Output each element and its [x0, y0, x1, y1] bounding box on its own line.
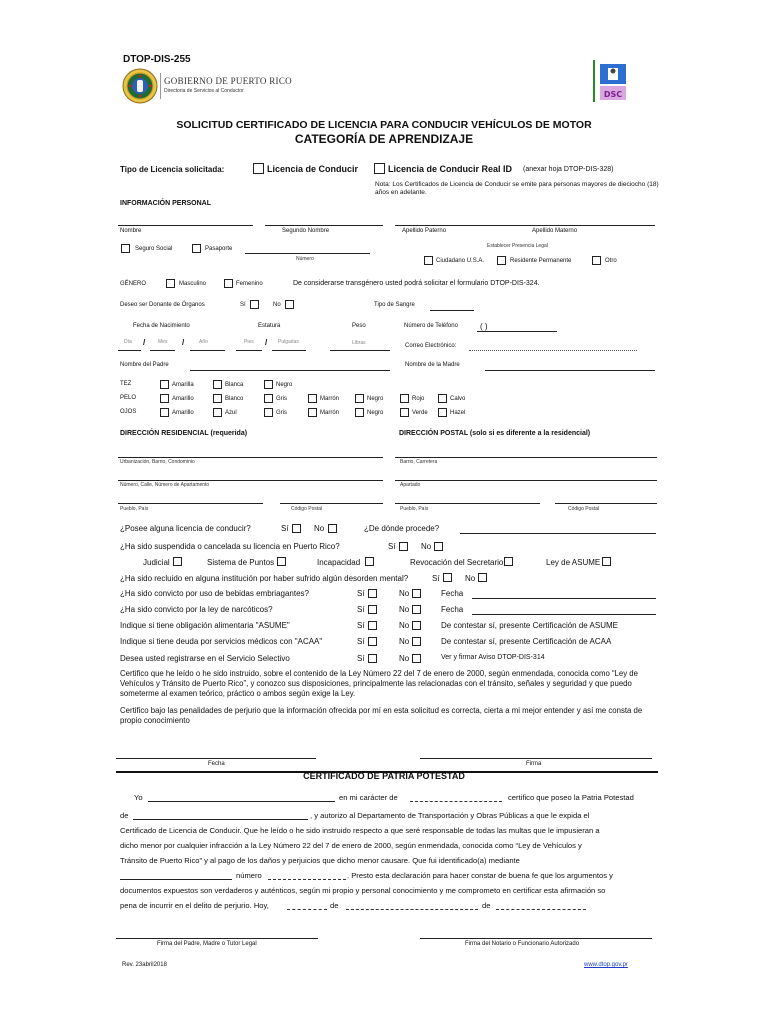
femenino-label: Femenino [236, 281, 263, 287]
q-bebidas-si-label: Sí [357, 589, 365, 598]
res-numero-line[interactable] [118, 480, 383, 481]
ojos-gris-checkbox[interactable] [264, 408, 273, 417]
q-recluido-no-checkbox[interactable] [478, 573, 487, 582]
ojos-negro-checkbox[interactable] [355, 408, 364, 417]
pelo-blanco-checkbox[interactable] [213, 394, 222, 403]
res-urbanizacion-label: Urbanización, Barrio, Condominio [120, 459, 195, 465]
ojos-verde-checkbox[interactable] [400, 408, 409, 417]
libras-hint: Libras [352, 340, 366, 346]
q-narcoticos-fecha-label: Fecha [441, 605, 464, 614]
patria-yo-line[interactable] [148, 801, 335, 802]
q-licencia-si-checkbox[interactable] [292, 524, 301, 533]
donante-si-checkbox[interactable] [250, 300, 259, 309]
post-pueblo-label: Pueblo, País [400, 506, 429, 512]
post-apartado-line[interactable] [395, 480, 657, 481]
res-codigo-label: Código Postal [291, 506, 323, 512]
ciudadano-label: Ciudadano U.S.A. [436, 258, 485, 264]
seguro-social-label: Seguro Social [135, 246, 173, 252]
patria-menor-line[interactable] [133, 819, 308, 820]
nombre-label: Nombre [120, 228, 142, 234]
donante-no-checkbox[interactable] [285, 300, 294, 309]
patria-line-6: . Presto esta declaración para hacer constar de buena fe que los argumentos y [347, 871, 613, 880]
genero-label: GÉNERO [120, 281, 147, 287]
patria-dia-line[interactable] [287, 909, 327, 910]
padre-line[interactable] [190, 370, 390, 371]
form-code: DTOP-DIS-255 [123, 54, 191, 65]
firma-padre-line[interactable] [116, 938, 318, 939]
madre-line[interactable] [485, 370, 655, 371]
patria-autorizo: , y autorizo al Departamento de Transportación y Obras Públicas a que le expida el [310, 811, 590, 820]
judicial-label: Judicial [143, 558, 170, 567]
pelo-rojo-label: Rojo [412, 396, 425, 402]
ojos-marron-label: Marrón [320, 410, 340, 416]
q-licencia-label: ¿Posee alguna licencia de conducir? [120, 524, 251, 533]
title-category: CATEGORÍA DE APRENDIZAJE [294, 132, 474, 146]
ciudadano-checkbox[interactable] [424, 256, 433, 265]
incapacidad-checkbox[interactable] [365, 557, 374, 566]
title-main: SOLICITUD CERTIFICADO DE LICENCIA PARA CONDUCIR VEHÍCULOS DE MOTOR [176, 119, 592, 131]
pasaporte-label: Pasaporte [205, 246, 233, 252]
pelo-amarillo-label: Amarillo [172, 396, 194, 402]
tipo-sangre-label: Tipo de Sangre [374, 302, 415, 308]
q-bebidas-fecha-label: Fecha [441, 589, 464, 598]
tez-amarilla-checkbox[interactable] [160, 380, 169, 389]
patria-certifico: certifico que poseo la Patria Potestad [508, 793, 634, 802]
q-asume-no-checkbox[interactable] [412, 621, 421, 630]
pulgadas-hint: Pulgadas [278, 339, 299, 345]
q-selectivo-no-label: No [399, 654, 410, 663]
estatura-label: Estatura [258, 323, 281, 329]
patria-anio-line[interactable] [496, 909, 586, 910]
incapacidad-label: Incapacidad [317, 558, 361, 567]
patria-de: de [120, 811, 129, 820]
firma-signature-label: Firma [526, 761, 542, 767]
anio-line[interactable] [190, 350, 225, 351]
puerto-rico-seal-icon [122, 68, 158, 104]
patria-line-5: Tránsito de Puerto Rico” y al pago de los daños y perjuicios que dicho menor causare. Que fui identificado(a) mediante [120, 856, 520, 865]
patria-caracter: en mi carácter de [339, 793, 398, 802]
correo-label: Correo Electrónico: [405, 343, 457, 349]
q-recluido-si-checkbox[interactable] [443, 573, 452, 582]
q-acaa-no-checkbox[interactable] [412, 637, 421, 646]
pelo-calvo-checkbox[interactable] [438, 394, 447, 403]
pelo-rojo-checkbox[interactable] [400, 394, 409, 403]
pelo-gris-checkbox[interactable] [264, 394, 273, 403]
q-selectivo-label: Desea usted registrarse en el Servicio Selectivo [120, 654, 290, 663]
q-acaa-note: De contestar sí, presente Certificación de ACAA [441, 637, 612, 646]
mes-hint: Mes [158, 339, 168, 345]
pelo-negro-checkbox[interactable] [355, 394, 364, 403]
tez-blanca-label: Blanca [225, 382, 244, 388]
q-licencia-no-checkbox[interactable] [328, 524, 337, 533]
patria-line-3: Certificado de Licencia de Conducir. Que he leído o he sido instruido respecto a que seré responsable de todas las multas que le impusieran a [120, 826, 600, 835]
post-barrio-label: Barrio, Carretera [400, 459, 438, 465]
q-selectivo-note: Ver y firmar Aviso DTOP-DIS-314 [441, 654, 545, 661]
pasaporte-checkbox[interactable] [192, 244, 201, 253]
patria-hoy: pena de incurrir en el delito de perjurio. Hoy, [120, 901, 269, 910]
ojos-amarillo-checkbox[interactable] [160, 408, 169, 417]
pies-hint: Pies [244, 339, 254, 345]
dia-line[interactable] [118, 350, 141, 351]
materno-label: Apellido Materno [532, 228, 578, 234]
post-pueblo-line[interactable] [395, 503, 540, 504]
post-address-title: DIRECCIÓN POSTAL (solo si es diferente a la residencial) [399, 430, 591, 437]
q-acaa-si-label: Sí [357, 637, 365, 646]
license-note: Nota: Los Certificados de Licencia de Conducir se emite para personas mayores de dieciocho (18) años en adelante. [375, 181, 659, 196]
presencia-legal-label: Establecer Presencia Legal [487, 243, 548, 249]
femenino-checkbox[interactable] [224, 279, 233, 288]
license-realid-checkbox[interactable] [374, 163, 385, 174]
pelo-amarillo-checkbox[interactable] [160, 394, 169, 403]
ojos-marron-checkbox[interactable] [308, 408, 317, 417]
patria-de-1: de [330, 901, 339, 910]
header-divider [160, 73, 161, 99]
license-realid-label: Licencia de Conducir Real ID [388, 164, 513, 174]
masculino-label: Masculino [179, 281, 207, 287]
tez-negro-label: Negro [276, 382, 293, 388]
post-codigo-label: Código Postal [568, 506, 600, 512]
patria-id-line[interactable] [120, 879, 232, 880]
ojos-gris-label: Gris [276, 410, 287, 416]
certify-paragraph-1: Certifico que he leído o he sido instruido, sobre el contenido de la Ley Número 22 del 7 de enero de 2000, según enmendada, conocida como “Ley de Vehículos y Tránsito de Puerto Rico”, y conozco sus disposiciones, principalmente las relacionadas con el tránsito, señales y seguridad y que puedo someterme al examen teórico, práctico o ambos según exige la Ley. [120, 669, 638, 698]
q-bebidas-fecha-line[interactable] [472, 598, 656, 599]
nombre-line[interactable] [118, 225, 253, 226]
license-conducir-label: Licencia de Conducir [267, 164, 359, 174]
q-recluido-no-label: No [465, 574, 476, 583]
numero-line[interactable] [245, 253, 370, 254]
q-acaa-si-checkbox[interactable] [368, 637, 377, 646]
correo-line[interactable] [469, 350, 637, 351]
q-narcoticos-si-checkbox[interactable] [368, 605, 377, 614]
tez-label: TEZ [120, 381, 132, 387]
dtop-website-link[interactable]: www.dtop.gov.pr [584, 962, 628, 968]
segundo-label: Segundo Nombre [282, 228, 330, 234]
patria-de-2: de [482, 901, 491, 910]
ley-asume-label: Ley de ASUME [546, 558, 601, 567]
padre-label: Nombre del Padre [120, 362, 169, 368]
post-apartado-label: Apartado [400, 482, 421, 488]
pelo-calvo-label: Calvo [450, 396, 466, 402]
q-bebidas-no-checkbox[interactable] [412, 589, 421, 598]
q-suspendida-si-label: Sí [388, 542, 396, 551]
judicial-checkbox[interactable] [173, 557, 182, 566]
res-numero-label: Número, Calle, Número de Apartamento [120, 482, 210, 488]
license-realid-note: (anexar hoja DTOP-DIS-328) [523, 166, 614, 173]
seguro-social-checkbox[interactable] [121, 244, 130, 253]
masculino-checkbox[interactable] [166, 279, 175, 288]
ojos-azul-checkbox[interactable] [213, 408, 222, 417]
apellidos-line[interactable] [395, 225, 655, 226]
firma-notario-label: Firma del Notario o Funcionario Autorizado [465, 941, 580, 947]
tipo-sangre-line[interactable] [430, 310, 474, 311]
res-codigo-line[interactable] [280, 503, 383, 504]
revision-label: Rev. 23abril2018 [122, 962, 167, 968]
ojos-label: OJOS [120, 409, 137, 415]
patria-numero-line[interactable] [268, 879, 346, 880]
puntos-label: Sistema de Puntos [207, 558, 275, 567]
otro-label: Otro [605, 258, 617, 264]
ojos-hazel-label: Hazel [450, 410, 466, 416]
fecha-signature-line[interactable] [116, 758, 316, 759]
tez-amarilla-label: Amarilla [172, 382, 194, 388]
pies-line[interactable] [236, 350, 262, 351]
q-bebidas-no-label: No [399, 589, 410, 598]
q-licencia-si-label: Sí [281, 524, 289, 533]
revocacion-checkbox[interactable] [504, 557, 513, 566]
q-asume-si-label: Sí [357, 621, 365, 630]
q-procede-label: ¿De dónde procede? [364, 524, 440, 533]
q-narcoticos-no-checkbox[interactable] [412, 605, 421, 614]
section-personal: INFORMACIÓN PERSONAL [120, 200, 211, 207]
revocacion-label: Revocación del Secretario [410, 558, 504, 567]
pelo-label: PELO [120, 395, 137, 401]
peso-label: Peso [352, 323, 366, 329]
res-address-title: DIRECCIÓN RESIDENCIAL (requerida) [120, 430, 248, 437]
q-asume-si-checkbox[interactable] [368, 621, 377, 630]
ley-asume-checkbox[interactable] [602, 557, 611, 566]
firma-padre-label: Firma del Padre, Madre o Tutor Legal [157, 941, 257, 947]
post-codigo-line[interactable] [555, 503, 657, 504]
q-bebidas-label: ¿Ha sido convicto por uso de bebidas embriagantes? [120, 589, 309, 598]
donante-si-label: Sí [240, 302, 246, 308]
q-selectivo-no-checkbox[interactable] [412, 654, 421, 663]
numero-label: Número [296, 256, 314, 262]
q-narcoticos-label: ¿Ha sido convicto por la ley de narcóticos? [120, 605, 273, 614]
patria-yo: Yo [134, 793, 143, 802]
gov-name: GOBIERNO DE PUERTO RICO [164, 76, 292, 86]
post-barrio-line[interactable] [395, 457, 657, 458]
dsc-logo-icon [590, 58, 634, 104]
q-narcoticos-no-label: No [399, 605, 410, 614]
libras-line[interactable] [330, 350, 390, 351]
ojos-hazel-checkbox[interactable] [438, 408, 447, 417]
ojos-negro-label: Negro [367, 410, 384, 416]
ojos-amarillo-label: Amarillo [172, 410, 194, 416]
fecha-signature-label: Fecha [208, 761, 225, 767]
firma-notario-line[interactable] [420, 938, 652, 939]
nacimiento-label: Fecha de Nacimiento [133, 323, 190, 329]
patria-mes-line[interactable] [346, 909, 478, 910]
res-pueblo-line[interactable] [118, 503, 263, 504]
q-selectivo-si-checkbox[interactable] [368, 654, 377, 663]
q-suspendida-si-checkbox[interactable] [399, 542, 408, 551]
q-acaa-label: Indique si tiene deuda por servicios médicos con "ACAA" [120, 637, 323, 646]
pelo-marron-label: Marrón [320, 396, 340, 402]
res-pueblo-label: Pueblo, País [120, 506, 149, 512]
q-suspendida-label: ¿Ha sido suspendida o cancelada su licencia en Puerto Rico? [120, 542, 340, 551]
license-type-label: Tipo de Licencia solicitada: [120, 165, 225, 174]
license-conducir-checkbox[interactable] [253, 163, 264, 174]
telefono-label: Número de Teléfono [404, 323, 458, 329]
q-suspendida-no-checkbox[interactable] [434, 542, 443, 551]
pelo-marron-checkbox[interactable] [308, 394, 317, 403]
q-bebidas-si-checkbox[interactable] [368, 589, 377, 598]
telefono-area-code: ( ) [480, 322, 488, 331]
pelo-blanco-label: Blanco [225, 396, 244, 402]
tez-negro-checkbox[interactable] [264, 380, 273, 389]
gov-subtitle: Directoria de Servicios al Conductor [164, 88, 244, 94]
residente-checkbox[interactable] [497, 256, 506, 265]
certify-paragraph-2: Certifico bajo las penalidades de perjurio que la información ofrecida por mí en esta solicitud es correcta, cierta a mi mejor entender y así me consta de propio conocimiento [120, 706, 643, 725]
q-recluido-si-label: Sí [432, 574, 440, 583]
puntos-checkbox[interactable] [277, 557, 286, 566]
residente-label: Residente Permanente [510, 258, 572, 264]
ojos-azul-label: Azul [225, 410, 237, 416]
q-asume-note: De contestar sí, presente Certificación de ASUME [441, 621, 618, 630]
transgenero-note: De considerarse transgénero usted podrá solicitar el formulario DTOP-DIS-324. [293, 280, 540, 287]
q-asume-no-label: No [399, 621, 410, 630]
donante-label: Deseo ser Donante de Órganos [120, 302, 205, 308]
pulgadas-line[interactable] [272, 350, 306, 351]
q-suspendida-no-label: No [421, 542, 432, 551]
q-selectivo-si-label: Sí [357, 654, 365, 663]
patria-numero: número [236, 871, 262, 880]
q-narcoticos-si-label: Sí [357, 605, 365, 614]
q-procede-line[interactable] [460, 533, 656, 534]
svg-text:DSC: DSC [603, 90, 623, 99]
q-asume-label: Indique si tiene obligación alimentaria "ASUME" [120, 621, 290, 630]
pelo-gris-label: Gris [276, 396, 287, 402]
ojos-verde-label: Verde [412, 410, 428, 416]
patria-line-4: dicho menor por cualquier infracción a la Ley Número 22 del 7 de enero de 2000, según enmendada, conocida como “Ley de Vehículos y [120, 841, 582, 850]
patria-line-7: documentos expuestos son verdaderos y auténticos, según mi propio y personal conocimiento y me comprometo en certificar esta afirmación so [120, 886, 606, 895]
otro-checkbox[interactable] [592, 256, 601, 265]
pelo-negro-label: Negro [367, 396, 384, 402]
firma-signature-line[interactable] [420, 758, 652, 759]
dia-hint: Día [124, 339, 132, 345]
segundo-line[interactable] [265, 225, 383, 226]
mes-line[interactable] [150, 350, 175, 351]
donante-no-label: No [273, 302, 281, 308]
telefono-line[interactable] [477, 331, 557, 332]
q-narcoticos-fecha-line[interactable] [472, 614, 656, 615]
q-acaa-no-label: No [399, 637, 410, 646]
q-licencia-no-label: No [314, 524, 325, 533]
patria-caracter-line[interactable] [410, 801, 502, 802]
q-recluido-label: ¿Ha sido recluido en alguna institución por haber sufrido algún desorden mental? [120, 574, 409, 583]
tez-blanca-checkbox[interactable] [213, 380, 222, 389]
paterno-label: Apellido Paterno [402, 228, 447, 234]
res-urbanizacion-line[interactable] [118, 457, 383, 458]
madre-label: Nombre de la Madre [405, 362, 460, 368]
patria-title: CERTIFICADO DE PATRIA POTESTAD [303, 771, 465, 781]
anio-hint: Año [199, 339, 208, 345]
